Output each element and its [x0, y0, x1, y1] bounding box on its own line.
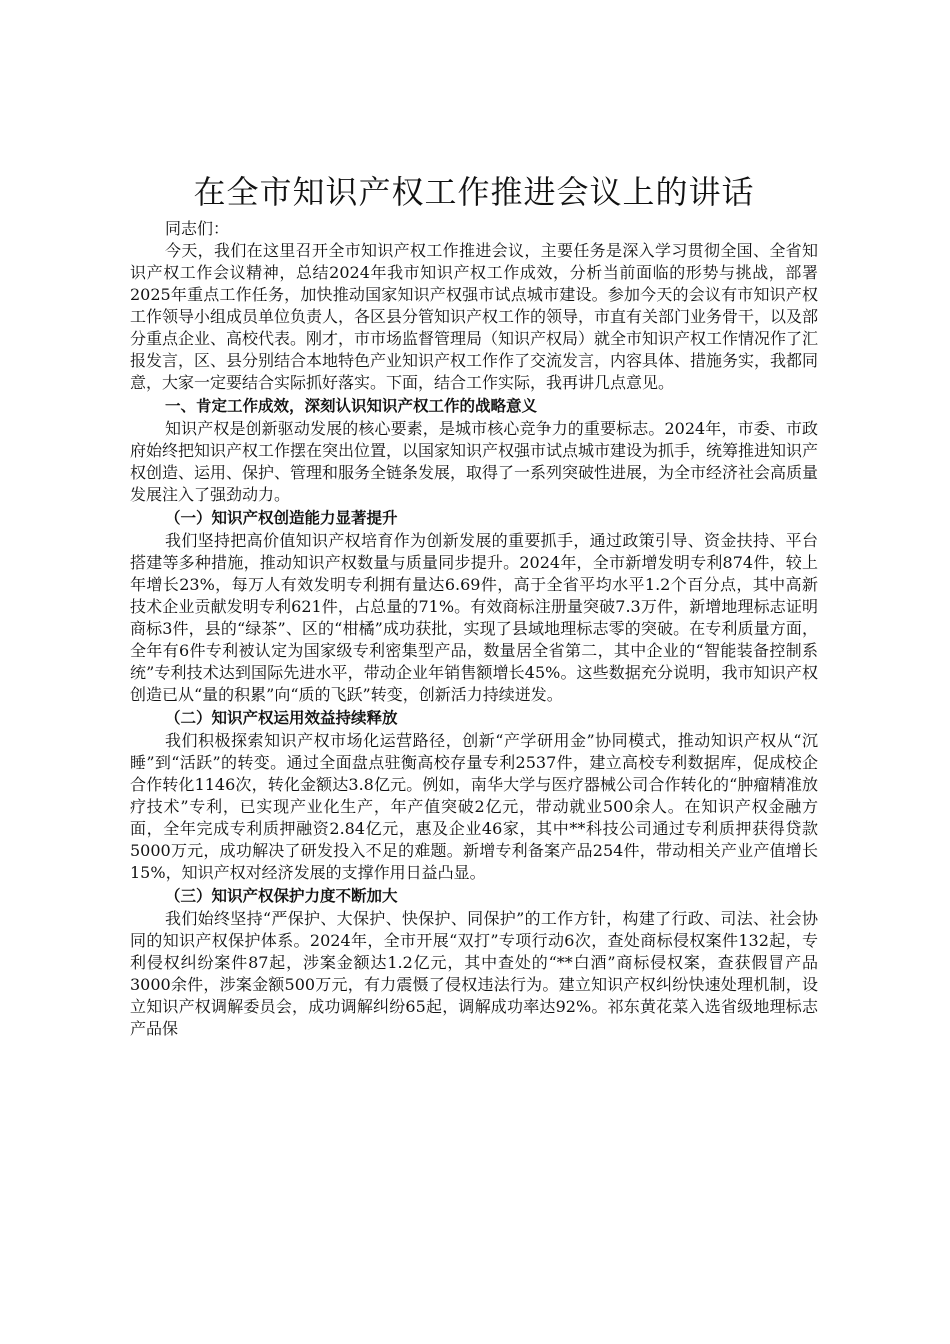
subsection-heading-1: （一）知识产权创造能力显著提升	[165, 509, 398, 527]
document-title: 在全市知识产权工作推进会议上的讲话	[193, 173, 755, 211]
paragraph-subsection-2: 我们积极探索知识产权市场化运营路径，创新“产学研用金”协同模式，推动知识产权从“沉睡”到“活跃”的转变。通过全面盘点驻衡高校存量专利2537件，建立高校专利数据库，促成校企合作转化1146次，转化金额达3.8亿元。例如，南华大学与医疗器械公司合作转化的“肿瘤精准放疗技术”专利，已实现产业化生产，年产值突破2亿元，带动就业500余人。在知识产权金融方面，全年完成专利质押融资2.84亿元，惠及企业46家，其中**科技公司通过专利质押获得贷款5000万元，成功解决了研发投入不足的难题。新增专利备案产品254件，带动相关产业产值增长15%，知识产权对经济发展的支撑作用日益凸显。	[130, 731, 818, 882]
subsection-heading-3: （三）知识产权保护力度不断加大	[165, 887, 398, 905]
greeting: 同志们：	[165, 219, 230, 238]
paragraph-subsection-1: 我们坚持把高价值知识产权培育作为创新发展的重要抓手，通过政策引导、资金扶持、平台搭建等多种措施，推动知识产权数量与质量同步提升。2024年，全市新增发明专利874件，较上年增长23%，每万人有效发明专利拥有量达6.69件，高于全省平均水平1.2个百分点，其中高新技术企业贡献发明专利621件，占总量的71%。有效商标注册量突破7.3万件，新增地理标志证明商标3件，县的“绿茶”、区的“柑橘”成功获批，实现了县域地理标志零的突破。在专利质量方面，全年有6件专利被认定为国家级专利密集型产品，数量居全省第二，其中企业的“智能装备控制系统”专利技术达到国际先进水平，带动企业年销售额增长45%。这些数据充分说明，我市知识产权创造已从“量的积累”向“质的飞跃”转变，创新活力持续迸发。	[130, 531, 818, 704]
subsection-heading-2: （二）知识产权运用效益持续释放	[165, 709, 398, 727]
paragraph-intro: 今天，我们在这里召开全市知识产权工作推进会议，主要任务是深入学习贯彻全国、全省知识产权工作会议精神，总结2024年我市知识产权工作成效，分析当前面临的形势与挑战，部署2025年重点工作任务，加快推动国家知识产权强市试点城市建设。参加今天的会议有市知识产权工作领导小组成员单位负责人，各区县分管知识产权工作的领导，市直有关部门业务骨干，以及部分重点企业、高校代表。刚才，市市场监督管理局（知识产权局）就全市知识产权工作情况作了汇报发言，区、县分别结合本地特色产业知识产权工作作了交流发言，内容具体、措施务实，我都同意，大家一定要结合实际抓好落实。下面，结合工作实际，我再讲几点意见。	[130, 241, 819, 392]
section-heading-1: 一、肯定工作成效，深刻认识知识产权工作的战略意义	[165, 397, 538, 415]
paragraph-subsection-3: 我们始终坚持“严保护、大保护、快保护、同保护”的工作方针，构建了行政、司法、社会协同的知识产权保护体系。2024年，全市开展“双打”专项行动6次，查处商标侵权案件132起，专利侵权纠纷案件87起，涉案金额达1.2亿元，其中查处的“**白酒”商标侵权案，查获假冒产品3000余件，涉案金额500万元，有力震慑了侵权违法行为。建立知识产权纠纷快速处理机制，设立知识产权调解委员会，成功调解纠纷65起，调解成功率达92%。祁东黄花菜入选省级地理标志产品保	[130, 909, 818, 1038]
paragraph-section-1: 知识产权是创新驱动发展的核心要素，是城市核心竞争力的重要标志。2024年，市委、市政府始终把知识产权工作摆在突出位置，以国家知识产权强市试点城市建设为抓手，统筹推进知识产权创造、运用、保护、管理和服务全链条发展，取得了一系列突破性进展，为全市经济社会高质量发展注入了强劲动力。	[130, 419, 819, 504]
